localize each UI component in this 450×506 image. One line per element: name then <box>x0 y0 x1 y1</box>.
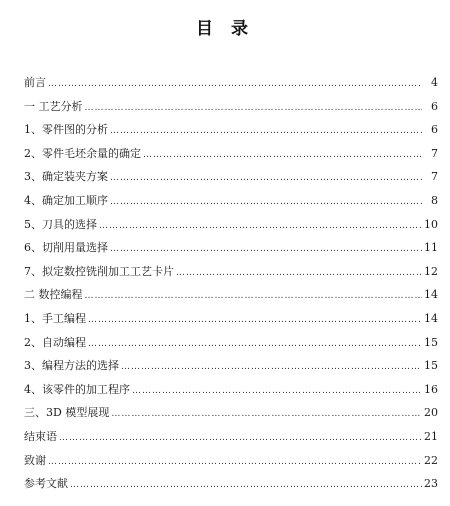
toc-entry[interactable] <box>24 218 440 242</box>
toc-entry-page: 15 <box>424 335 438 349</box>
toc-entry-page: 14 <box>424 288 438 302</box>
toc-entry-label: 2、自动编程 <box>24 335 86 349</box>
toc-entry-label: 1、手工编程 <box>24 311 86 325</box>
toc-entry-label: 6、切削用量选择 <box>24 241 108 255</box>
toc-entry-page: 23 <box>424 477 438 491</box>
toc-leader-dots <box>132 384 422 398</box>
toc-entry-page: 21 <box>424 429 438 443</box>
toc-entry-page: 6 <box>431 123 438 137</box>
toc-leader-dots <box>110 195 422 209</box>
toc-entry[interactable] <box>24 241 440 265</box>
toc-entry[interactable] <box>24 383 440 407</box>
toc-leader-dots <box>85 101 423 115</box>
toc-entry-page: 10 <box>424 217 438 231</box>
toc-entry-label: 二 数控编程 <box>24 288 83 302</box>
toc-entry-label: 3、确定装夹方案 <box>24 170 108 184</box>
toc-entry[interactable] <box>24 406 440 430</box>
toc-leader-dots <box>110 171 422 185</box>
toc-entry[interactable] <box>24 477 440 501</box>
toc-leader-dots <box>88 337 422 351</box>
toc-entry[interactable] <box>24 76 440 100</box>
toc-entry-page: 22 <box>424 453 438 467</box>
toc-entry-page: 11 <box>424 241 438 255</box>
toc-entry-page: 4 <box>431 76 438 89</box>
toc-leader-dots <box>110 242 422 256</box>
toc-leader-dots <box>85 289 423 303</box>
toc-entry[interactable] <box>24 359 440 383</box>
toc-leader-dots <box>48 455 422 469</box>
toc-leader-dots <box>121 360 422 374</box>
toc-leader-dots <box>70 478 422 492</box>
toc-leader-dots <box>110 124 422 138</box>
toc-entry-page: 7 <box>431 146 438 160</box>
toc-entry-label: 一 工艺分析 <box>24 99 83 113</box>
toc-entry-label: 4、该零件的加工程序 <box>24 382 130 396</box>
toc-entry-label: 结束语 <box>24 429 57 443</box>
toc-leader-dots <box>143 148 422 162</box>
toc-entry-label: 1、零件图的分析 <box>24 123 108 137</box>
toc-entry-page: 12 <box>424 264 438 278</box>
toc-entry[interactable] <box>24 312 440 336</box>
toc-leader-dots <box>59 431 422 445</box>
toc-entry[interactable] <box>24 454 440 478</box>
toc-entry-label: 致谢 <box>24 453 46 467</box>
toc-entry-label: 4、确定加工顺序 <box>24 193 108 207</box>
toc-leader-dots <box>88 313 422 327</box>
toc-entry-label: 5、刀具的选择 <box>24 217 97 231</box>
toc-entry-page: 16 <box>424 382 438 396</box>
toc-entry[interactable] <box>24 265 440 289</box>
toc-entry-page: 7 <box>431 170 438 184</box>
toc-entry-page: 14 <box>424 311 438 325</box>
toc-leader-dots <box>176 266 422 280</box>
toc-entry[interactable] <box>24 288 440 312</box>
toc-entry-label: 参考文献 <box>24 477 68 491</box>
toc-leader-dots <box>48 77 422 91</box>
page-title: 目 录 <box>196 19 254 39</box>
toc-entry[interactable] <box>24 430 440 454</box>
toc-entry[interactable] <box>24 170 440 194</box>
toc-entry-label: 前言 <box>24 76 46 89</box>
toc-entry[interactable] <box>24 123 440 147</box>
toc-entry[interactable] <box>24 147 440 171</box>
toc-entry-label: 3、编程方法的选择 <box>24 359 119 373</box>
toc-entry-label: 2、零件毛坯余量的确定 <box>24 146 141 160</box>
toc-leader-dots <box>99 219 422 233</box>
toc-entry[interactable] <box>24 100 440 124</box>
toc-entry-page: 8 <box>431 193 438 207</box>
toc-entry[interactable] <box>24 336 440 360</box>
toc-entry-page: 20 <box>424 406 438 420</box>
toc-leader-dots <box>111 407 422 421</box>
toc-entry-label: 7、拟定数控铣削加工工艺卡片 <box>24 264 174 278</box>
toc-entry[interactable] <box>24 194 440 218</box>
table-of-contents <box>24 76 440 501</box>
toc-entry-page: 6 <box>431 99 438 113</box>
toc-entry-page: 15 <box>424 359 438 373</box>
toc-entry-label: 三、3D 模型展现 <box>24 406 110 420</box>
